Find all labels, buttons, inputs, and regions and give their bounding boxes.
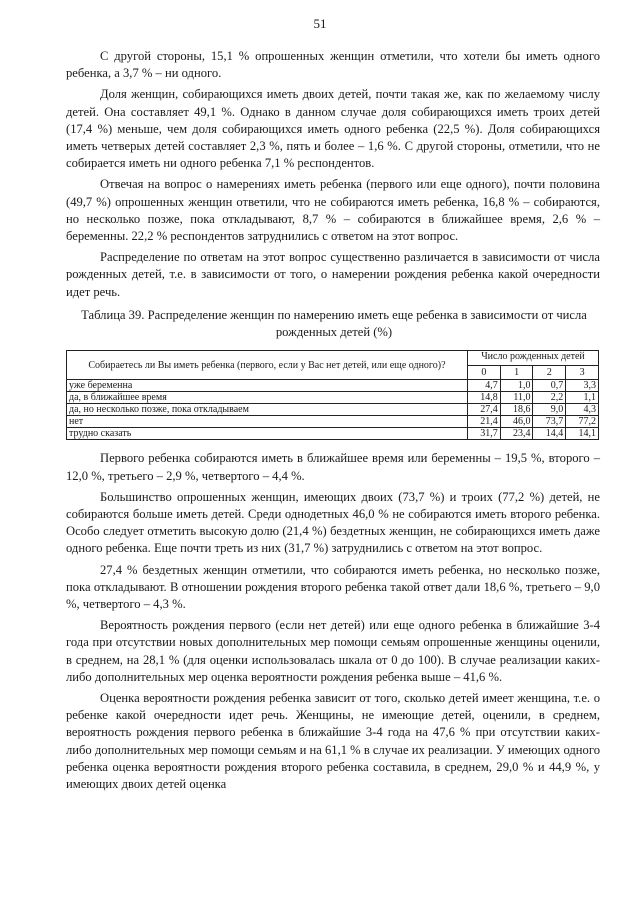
column-header: 1	[500, 365, 533, 380]
paragraph: 27,4 % бездетных женщин отметили, что собираются иметь ребенка, но несколько позже, пока откладывают. В отношении рождения второго ребенка такой ответ дали 18,6 %, третьего – 9,0 %, четвертого – 4,3 %.	[66, 562, 600, 612]
column-header: 3	[566, 365, 599, 380]
cell-value: 73,7	[533, 416, 566, 428]
table-row	[67, 428, 599, 440]
data-table	[66, 350, 599, 440]
table-row	[67, 404, 599, 416]
cell-value: 14,4	[533, 428, 566, 440]
column-header: 0	[467, 365, 500, 380]
table-row	[67, 392, 599, 404]
cell-value: 14,1	[566, 428, 599, 440]
paragraph: Вероятность рождения первого (если нет детей) или еще одного ребенка в ближайшие 3-4 года при отсутствии новых дополнительных мер помощи семьям опрошенные женщины оценили, в среднем, на 28,1 % (для оценки использовалась шкала от 0 до 100). В случае реализации каких-либо дополнительных мер оценка вероятности рождения ребенка выше – 41,6 %.	[66, 618, 600, 684]
paragraph: Большинство опрошенных женщин, имеющих двоих (73,7 %) и троих (77,2 %) детей, не собираются больше иметь детей. Среди однодетных 46,0 % не собираются иметь второго ребенка. Особо следует отметить высокую долю (21,4 %) бездетных женщин, не собирающихся иметь даже одного ребенка. Еще почти треть из них (31,7 %) затруднились с ответом на этот вопрос.	[66, 489, 600, 556]
cell-value: 11,0	[500, 392, 533, 404]
row-label: уже беременна	[67, 380, 468, 392]
cell-value: 18,6	[500, 404, 533, 416]
cell-value: 27,4	[467, 404, 500, 416]
cell-value: 23,4	[500, 428, 533, 440]
paragraph: Оценка вероятности рождения ребенка зависит от того, сколько детей имеет женщина, т.е. о ребенке какой очередности идет речь. Женщины, не имеющие детей, оценили, в среднем, вероятность рождения первого ребенка в ближайшие 3-4 года на 47,6 % при отсутствии каких-либо дополнительных мер помощи семьям и на 61,1 % в случае их реализации. У имеющих одного ребенка оценка вероятности рождения второго ребенка составила, в среднем, 29,0 % и 44,9 %, у имеющих двоих детей оценка	[66, 691, 600, 792]
cell-value: 4,7	[467, 380, 500, 392]
cell-value: 3,3	[566, 380, 599, 392]
cell-value: 31,7	[467, 428, 500, 440]
paragraph: Отвечая на вопрос о намерениях иметь ребенка (первого или еще одного), почти половина (49,7 %) опрошенных женщин ответили, что не собираются иметь ребенка, 16,8 % – собираются, но несколько позже, пока откладывают, 8,7 % – собираются в ближайшее время, 2,6 % – беременны. 22,2 % респондентов затруднились с ответом на этот вопрос.	[66, 177, 600, 244]
cell-value: 2,2	[533, 392, 566, 404]
paragraph: Доля женщин, собирающихся иметь двоих детей, почти такая же, как по желаемому числу детей. Она составляет 49,1 %. Однако в данном случае доля собирающихся иметь троих детей (17,4 %) меньше, чем доля собирающихся иметь одного ребенка (22,5 %). Доля собирающихся иметь четверых детей составляет 2,3 %, пять и более – 1,6 %. С другой стороны, отметили, что не собирается иметь ни одного ребенка 7,1 % респондентов.	[66, 87, 600, 171]
paragraph: Первого ребенка собираются иметь в ближайшее время или беременны – 19,5 %, второго – 12,0 %, третьего – 2,9 %, четвертого – 4,4 %.	[66, 451, 600, 483]
page-number: 51	[313, 16, 327, 31]
row-label: да, но несколько позже, пока откладываем	[67, 404, 468, 416]
table-row	[67, 416, 599, 428]
cell-value: 0,7	[533, 380, 566, 392]
cell-value: 21,4	[467, 416, 500, 428]
children-count-header: Число рожденных детей	[467, 351, 598, 366]
cell-value: 14,8	[467, 392, 500, 404]
row-label: нет	[67, 416, 468, 428]
cell-value: 1,1	[566, 392, 599, 404]
table-header-row	[67, 351, 599, 366]
document-body	[66, 48, 600, 797]
row-label: трудно сказать	[67, 428, 468, 440]
table-caption: Таблица 39. Распределение женщин по намерению иметь еще ребенка в зависимости от числа рожденных детей (%)	[81, 307, 587, 339]
cell-value: 46,0	[500, 416, 533, 428]
paragraph: С другой стороны, 15,1 % опрошенных женщин отметили, что хотели бы иметь одного ребенка, а 3,7 % – ни одного.	[66, 49, 600, 81]
question-header: Собираетесь ли Вы иметь ребенка (первого, если у Вас нет детей, или еще одного)?	[67, 351, 468, 380]
table-row	[67, 380, 599, 392]
column-header: 2	[533, 365, 566, 380]
row-label: да, в ближайшее время	[67, 392, 468, 404]
cell-value: 1,0	[500, 380, 533, 392]
cell-value: 77,2	[566, 416, 599, 428]
paragraph: Распределение по ответам на этот вопрос существенно различается в зависимости от числа рожденных детей, т.е. в зависимости от того, о намерении рождения ребенка какой очередности идет речь.	[66, 250, 600, 299]
cell-value: 4,3	[566, 404, 599, 416]
cell-value: 9,0	[533, 404, 566, 416]
